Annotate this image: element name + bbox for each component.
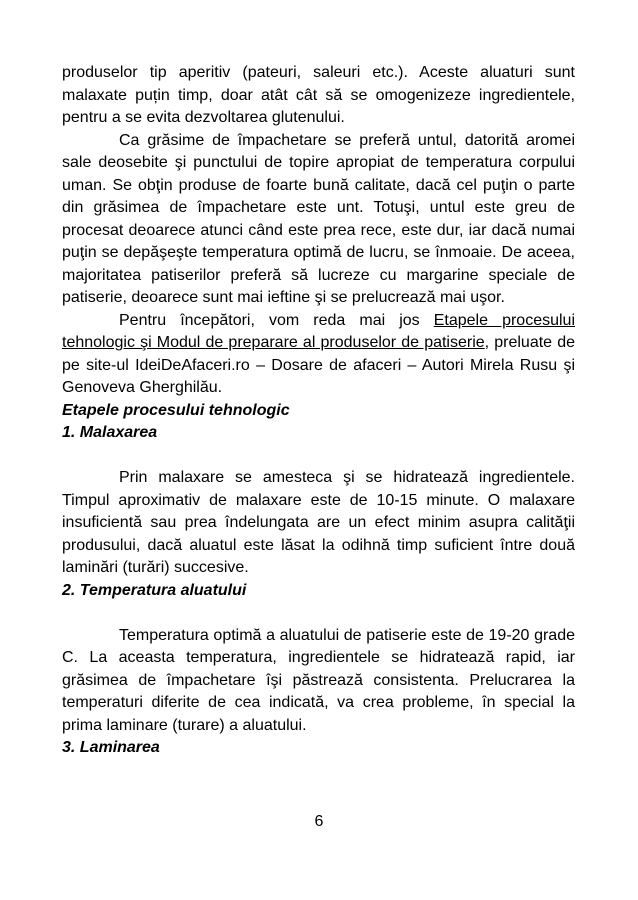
beginners-text-end: , preluate de pe site-ul IdeiDeAfaceri.ro – Dosare de afaceri – Autori Mirela Rusu şi Genoveva Gherghilău. bbox=[62, 334, 576, 396]
heading-temperatura: 2. Temperatura aluatului bbox=[62, 581, 247, 599]
body-temperatura: Temperatura optimă a aluatului de patiserie este de 19-20 grade C. La aceasta temperatura, ingredientele se hidratează rapid, iar grăsimea de împachetare îşi păstrează consistenta. Prelucrarea la temperaturi diferite de cea indicată, va crea probleme, în special la prima laminare (turare) a aluatului. bbox=[62, 626, 575, 734]
beginners-paragraph bbox=[62, 310, 575, 400]
fat-paragraph: Ca grăsime de împachetare se preferă untul, datorită aromei sale deosebite şi punctului de topire apropiat de temperatura corpului uman. Se obţin produse de foarte bună calitate, dacă cel puţin o parte din grăsimea de împachetare este unt. Totuşi, untul este greu de procesat deoarece atunci când este prea rece, este dur, iar dacă numai puţin se depăşeşte temperatura optimă de lucru, se înmoaie. De aceea, majoritatea patiserilor preferă să lucreze cu margarine speciale de patiserie, deoarece sunt mai ieftine şi se prelucrează mai uşor. bbox=[62, 131, 575, 306]
document-page bbox=[62, 62, 575, 760]
section-title: Etapele procesului tehnologic bbox=[62, 401, 290, 419]
heading-malaxarea: 1. Malaxarea bbox=[62, 424, 158, 441]
beginners-text-start: Pentru începători, vom reda mai jos bbox=[119, 311, 434, 329]
page-number: 6 bbox=[314, 813, 324, 830]
underlined-reference: Etapele procesului tehnologic şi Modul de preparare al produselor de patiserie bbox=[62, 311, 575, 351]
intro-paragraph: produselor tip aperitiv (pateuri, saleuri etc.). Aceste aluaturi sunt malaxate puțin timp, doar atât cât să se omogenizeze ingredientele, pentru a se evita dezvoltarea glutenului. bbox=[62, 64, 575, 126]
body-malaxarea: Prin malaxare se amesteca şi se hidratează ingredientele. Timpul aproximativ de malaxare este de 10-15 minute. O malaxare insuficientă sau prea îndelungata are un efect minim asupra calităţii produsului, dacă aluatul este lăsat la odihnă timp suficient între două laminări (turări) succesive. bbox=[62, 469, 575, 576]
heading-laminarea: 3. Laminarea bbox=[62, 739, 160, 756]
